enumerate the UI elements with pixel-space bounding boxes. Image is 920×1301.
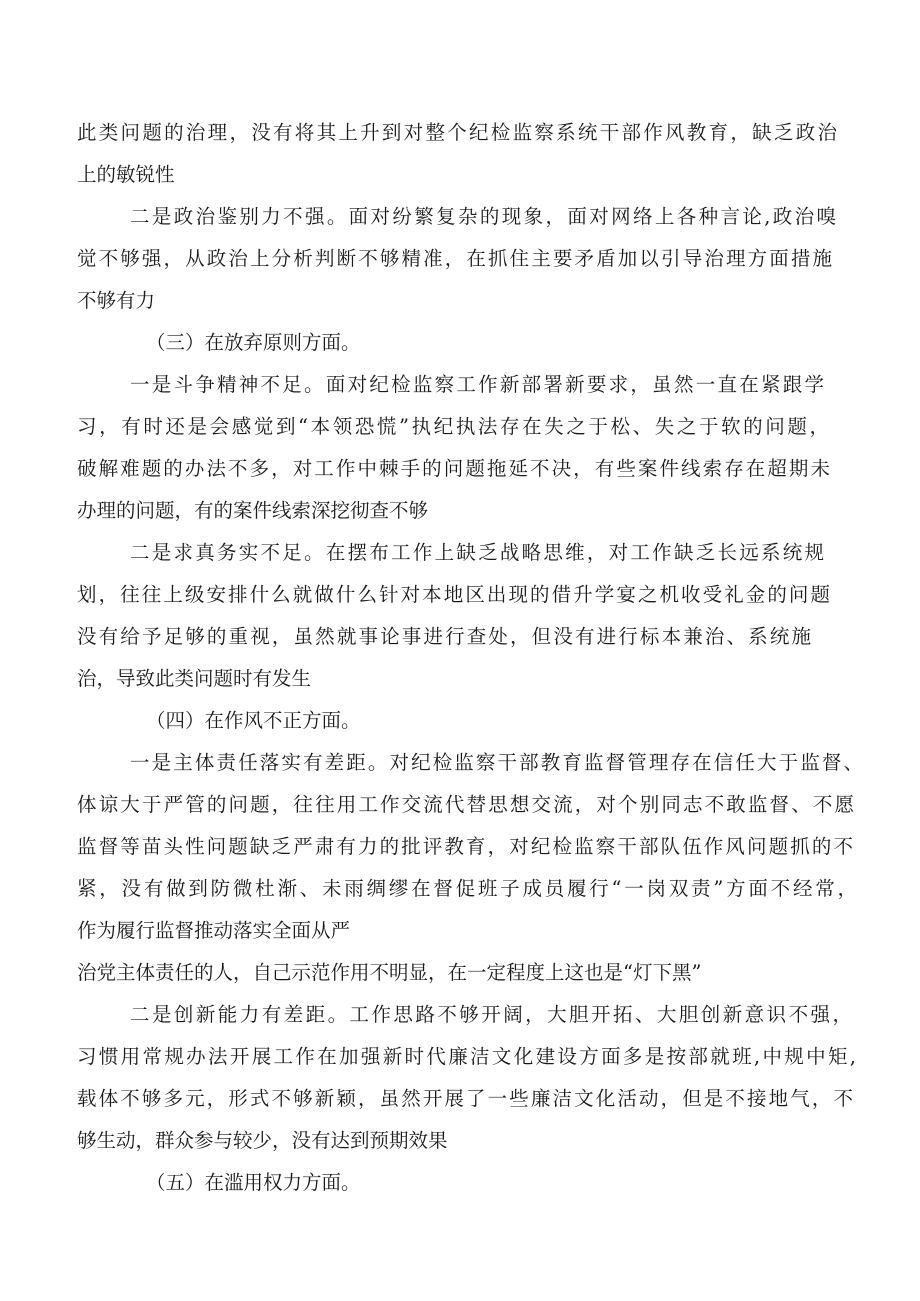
text-line: 习，有时还是会感觉到“本领恐慌”执纪执法存在失之于松、失之于软的问题， xyxy=(77,415,832,438)
section-heading: （四）在作风不正方面。 xyxy=(146,709,361,732)
text-line: 上的敏锐性 xyxy=(77,163,175,186)
text-line: 紧，没有做到防微杜渐、未雨绸缪在督促班子成员履行“一岗双责”方面不经常， xyxy=(77,877,860,900)
section-heading: （五）在滥用权力方面。 xyxy=(146,1171,361,1194)
text-line: 不够有力 xyxy=(77,289,156,312)
text-line: 一是主体责任落实有差距。对纪检监察干部教育监督管理存在信任大于监督、 xyxy=(130,751,866,774)
text-line: 办理的问题，有的案件线索深挖彻查不够 xyxy=(77,499,429,522)
text-line: 划，往往上级安排什么就做什么针对本地区出现的借升学宴之机收受礼金的问题 xyxy=(77,583,833,606)
text-line: 觉不够强，从政治上分析判断不够精准，在抓住主要矛盾加以引导治理方面措施 xyxy=(77,247,835,270)
text-line: 习惯用常规办法开展工作在加强新时代廉洁文化建设方面多是按部就班,中规中矩, xyxy=(77,1045,859,1068)
text-line: 体谅大于严管的问题，往往用工作交流代替思想交流，对个别同志不敢监督、不愿 xyxy=(77,793,857,816)
text-line: 作为履行监督推动落实全面从严 xyxy=(77,919,351,942)
text-line: 载体不够多元，形式不够新颖，虽然开展了一些廉洁文化活动，但是不接地气，不 xyxy=(77,1087,856,1110)
text-line: 二是求真务实不足。在摆布工作上缺乏战略思维，对工作缺乏长远系统规 xyxy=(130,541,827,564)
text-line: 没有给予足够的重视，虽然就事论事进行查处，但没有进行标本兼治、系统施 xyxy=(77,625,814,648)
text-line: 治，导致此类问题时有发生 xyxy=(77,667,312,690)
text-line: 此类问题的治理，没有将其上升到对整个纪检监察系统干部作风教育，缺乏政治 xyxy=(77,121,840,144)
text-line: 治党主体责任的人，自己示范作用不明显，在一定程度上这也是“灯下黑” xyxy=(77,961,702,984)
text-line: 破解难题的办法不多，对工作中棘手的问题拖延不决，有些案件线索存在超期未 xyxy=(77,457,833,480)
text-line: 一是斗争精神不足。面对纪检监察工作新部署新要求，虽然一直在紧跟学 xyxy=(130,373,827,396)
text-line: 二是创新能力有差距。工作思路不够开阔，大胆开拓、大胆创新意识不强， xyxy=(130,1003,855,1026)
text-line: 监督等苗头性问题缺乏严肃有力的批评教育，对纪检监察干部队伍作风问题抓的不 xyxy=(77,835,856,858)
section-heading: （三）在放弃原则方面。 xyxy=(146,331,361,354)
text-line: 够生动，群众参与较少，没有达到预期效果 xyxy=(77,1129,448,1152)
text-line: 二是政治鉴别力不强。面对纷繁复杂的现象，面对网络上各种言论,政治嗅 xyxy=(130,205,839,228)
